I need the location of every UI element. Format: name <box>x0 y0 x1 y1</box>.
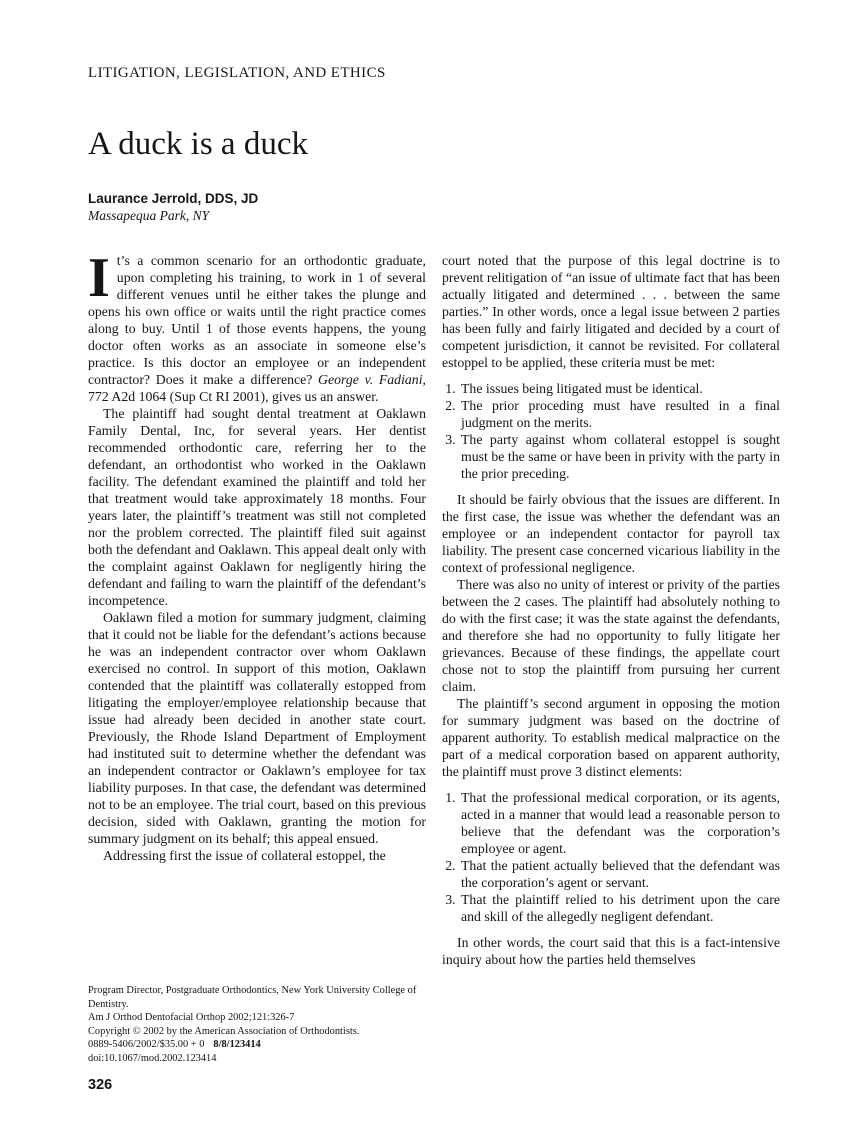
paragraph: There was also no unity of interest or privity of the parties between the 2 cases. The plaintiff had absolutely nothing to do with the first case; it was the state against the defendants, and therefore she had no opportunity to fully litigate her grievances. Because of these findings, the appellate court chose not to stop the plaintiff from pursuing her current claim. <box>442 577 780 694</box>
paragraph: Oaklawn filed a motion for summary judgment, claiming that it could not be liable for the defendant’s actions because he was an independent contractor over whom Oaklawn exercised no control. In support of this motion, Oaklawn contended that the plaintiff was collaterally estopped from litigating the employer/employee relationship because that issue had already been decided in another state court. Previously, the Rhode Island Department of Employment had instituted suit to determine whether the defendant was an independent contractor or Oaklawn’s employee for tax liability purposes. In that case, the defendant was determined not to be an employee. The trial court, based on this previous decision, sided with Oaklawn, granting the motion for summary judgment on its behalf; this appeal ensued. <box>88 610 426 846</box>
left-column <box>88 247 426 968</box>
section-header: LITIGATION, LEGISLATION, AND ETHICS <box>88 65 386 81</box>
author-location: Massapequa Park, NY <box>88 208 210 223</box>
article-body <box>88 247 780 968</box>
paragraph-continuation: court noted that the purpose of this legal doctrine is to prevent relitigation of “an issue of ultimate fact that has been actually litigated and determined . . . between the same parties.” In other words, once a legal issue between 2 parties has been fully and fairly litigated and decided by a court of competent jurisdiction, it cannot be revisited. For collateral estoppel to be applied, these criteria must be met: <box>442 253 780 370</box>
apparent-authority-elements-list <box>442 789 780 925</box>
paragraph: The plaintiff had sought dental treatment at Oaklawn Family Dental, Inc, for several years. Her dentist recommended orthodontic care, referring her to the defendant, an orthodontist who worked in the Oaklawn facility. The defendant examined the plaintiff and told her that treatment would take approximately 18 months. Four years later, the plaintiff’s treatment was still not completed nor the problem corrected. The plaintiff filed suit against both the defendant and Oaklawn. This appeal dealt only with the complaint against Oaklawn for negligently hiring the defendant and failing to warn the plaintiff of the defendant’s incompetence. <box>88 406 426 608</box>
footnote-line <box>88 1038 440 1052</box>
collateral-estoppel-criteria-list <box>442 380 780 482</box>
list-item: 1. That the professional medical corporation, or its agents, acted in a manner that would lead a reasonable person to believe that the defendant was the corporation’s employee or agent. <box>459 789 780 857</box>
case-citation: George v. Fadiani <box>318 372 423 387</box>
paragraph: In other words, the court said that this is a fact-intensive inquiry about how the parties held themselves <box>442 935 780 967</box>
opening-paragraph <box>88 247 426 405</box>
page-number: 326 <box>88 1076 113 1093</box>
author-name: Laurance Jerrold, DDS, JD <box>88 191 259 206</box>
footnote-block <box>88 984 440 1066</box>
paragraph-text: , 772 A2d 1064 (Sup Ct RI 2001), gives us an answer. <box>88 372 426 404</box>
footnote-line: doi:10.1067/mod.2002.123414 <box>88 1052 217 1064</box>
paragraph: Addressing first the issue of collateral estoppel, the <box>103 848 386 863</box>
footnote-code: 8/8/123414 <box>213 1039 261 1051</box>
list-item: 3. The party against whom collateral estoppel is sought must be the same or have been in privity with the party in the prior preceding. <box>459 431 780 482</box>
list-item: 2. That the patient actually believed that the defendant was the corporation’s agent or servant. <box>459 857 780 891</box>
right-column <box>442 252 780 968</box>
article-title: A duck is a duck <box>88 126 308 162</box>
footnote-line: Program Director, Postgraduate Orthodontics, New York University College of Dentistry. <box>88 985 417 1010</box>
paragraph: It should be fairly obvious that the issues are different. In the first case, the issue was whether the defendant was an employee or an independent contactor for payroll tax liability. The present case concerned vicarious liability in the context of professional negligence. <box>442 492 780 575</box>
list-item: 2. The prior proceding must have resulted in a final judgment on the merits. <box>459 397 780 431</box>
paragraph: The plaintiff’s second argument in opposing the motion for summary judgment was based on the doctrine of apparent authority. To establish medical malpractice on the part of a medical corporation based on apparent authority, the plaintiff must prove 3 distinct elements: <box>442 696 780 779</box>
paragraph-text: t’s a common scenario for an orthodontic graduate, upon completing his training, to work in 1 of several different venues until he either takes the plunge and opens his own office or waits until the right practice comes along to buy. Until 1 of those events happens, the young doctor often works as an associate in someone else’s practice. Is this doctor an employee or an independent contractor? Does it make a difference? <box>88 253 426 387</box>
drop-cap: I <box>88 247 110 309</box>
list-item: 3. That the plaintiff relied to his detriment upon the care and skill of the allegedly negligent defendant. <box>459 891 780 925</box>
list-item: 1. The issues being litigated must be identical. <box>459 380 780 397</box>
footnote-issn: 0889-5406/2002/$35.00 + 0 <box>88 1039 205 1051</box>
footnote-line: Am J Orthod Dentofacial Orthop 2002;121:326-7 <box>88 1012 295 1024</box>
footnote-line: Copyright © 2002 by the American Association of Orthodontists. <box>88 1025 360 1037</box>
